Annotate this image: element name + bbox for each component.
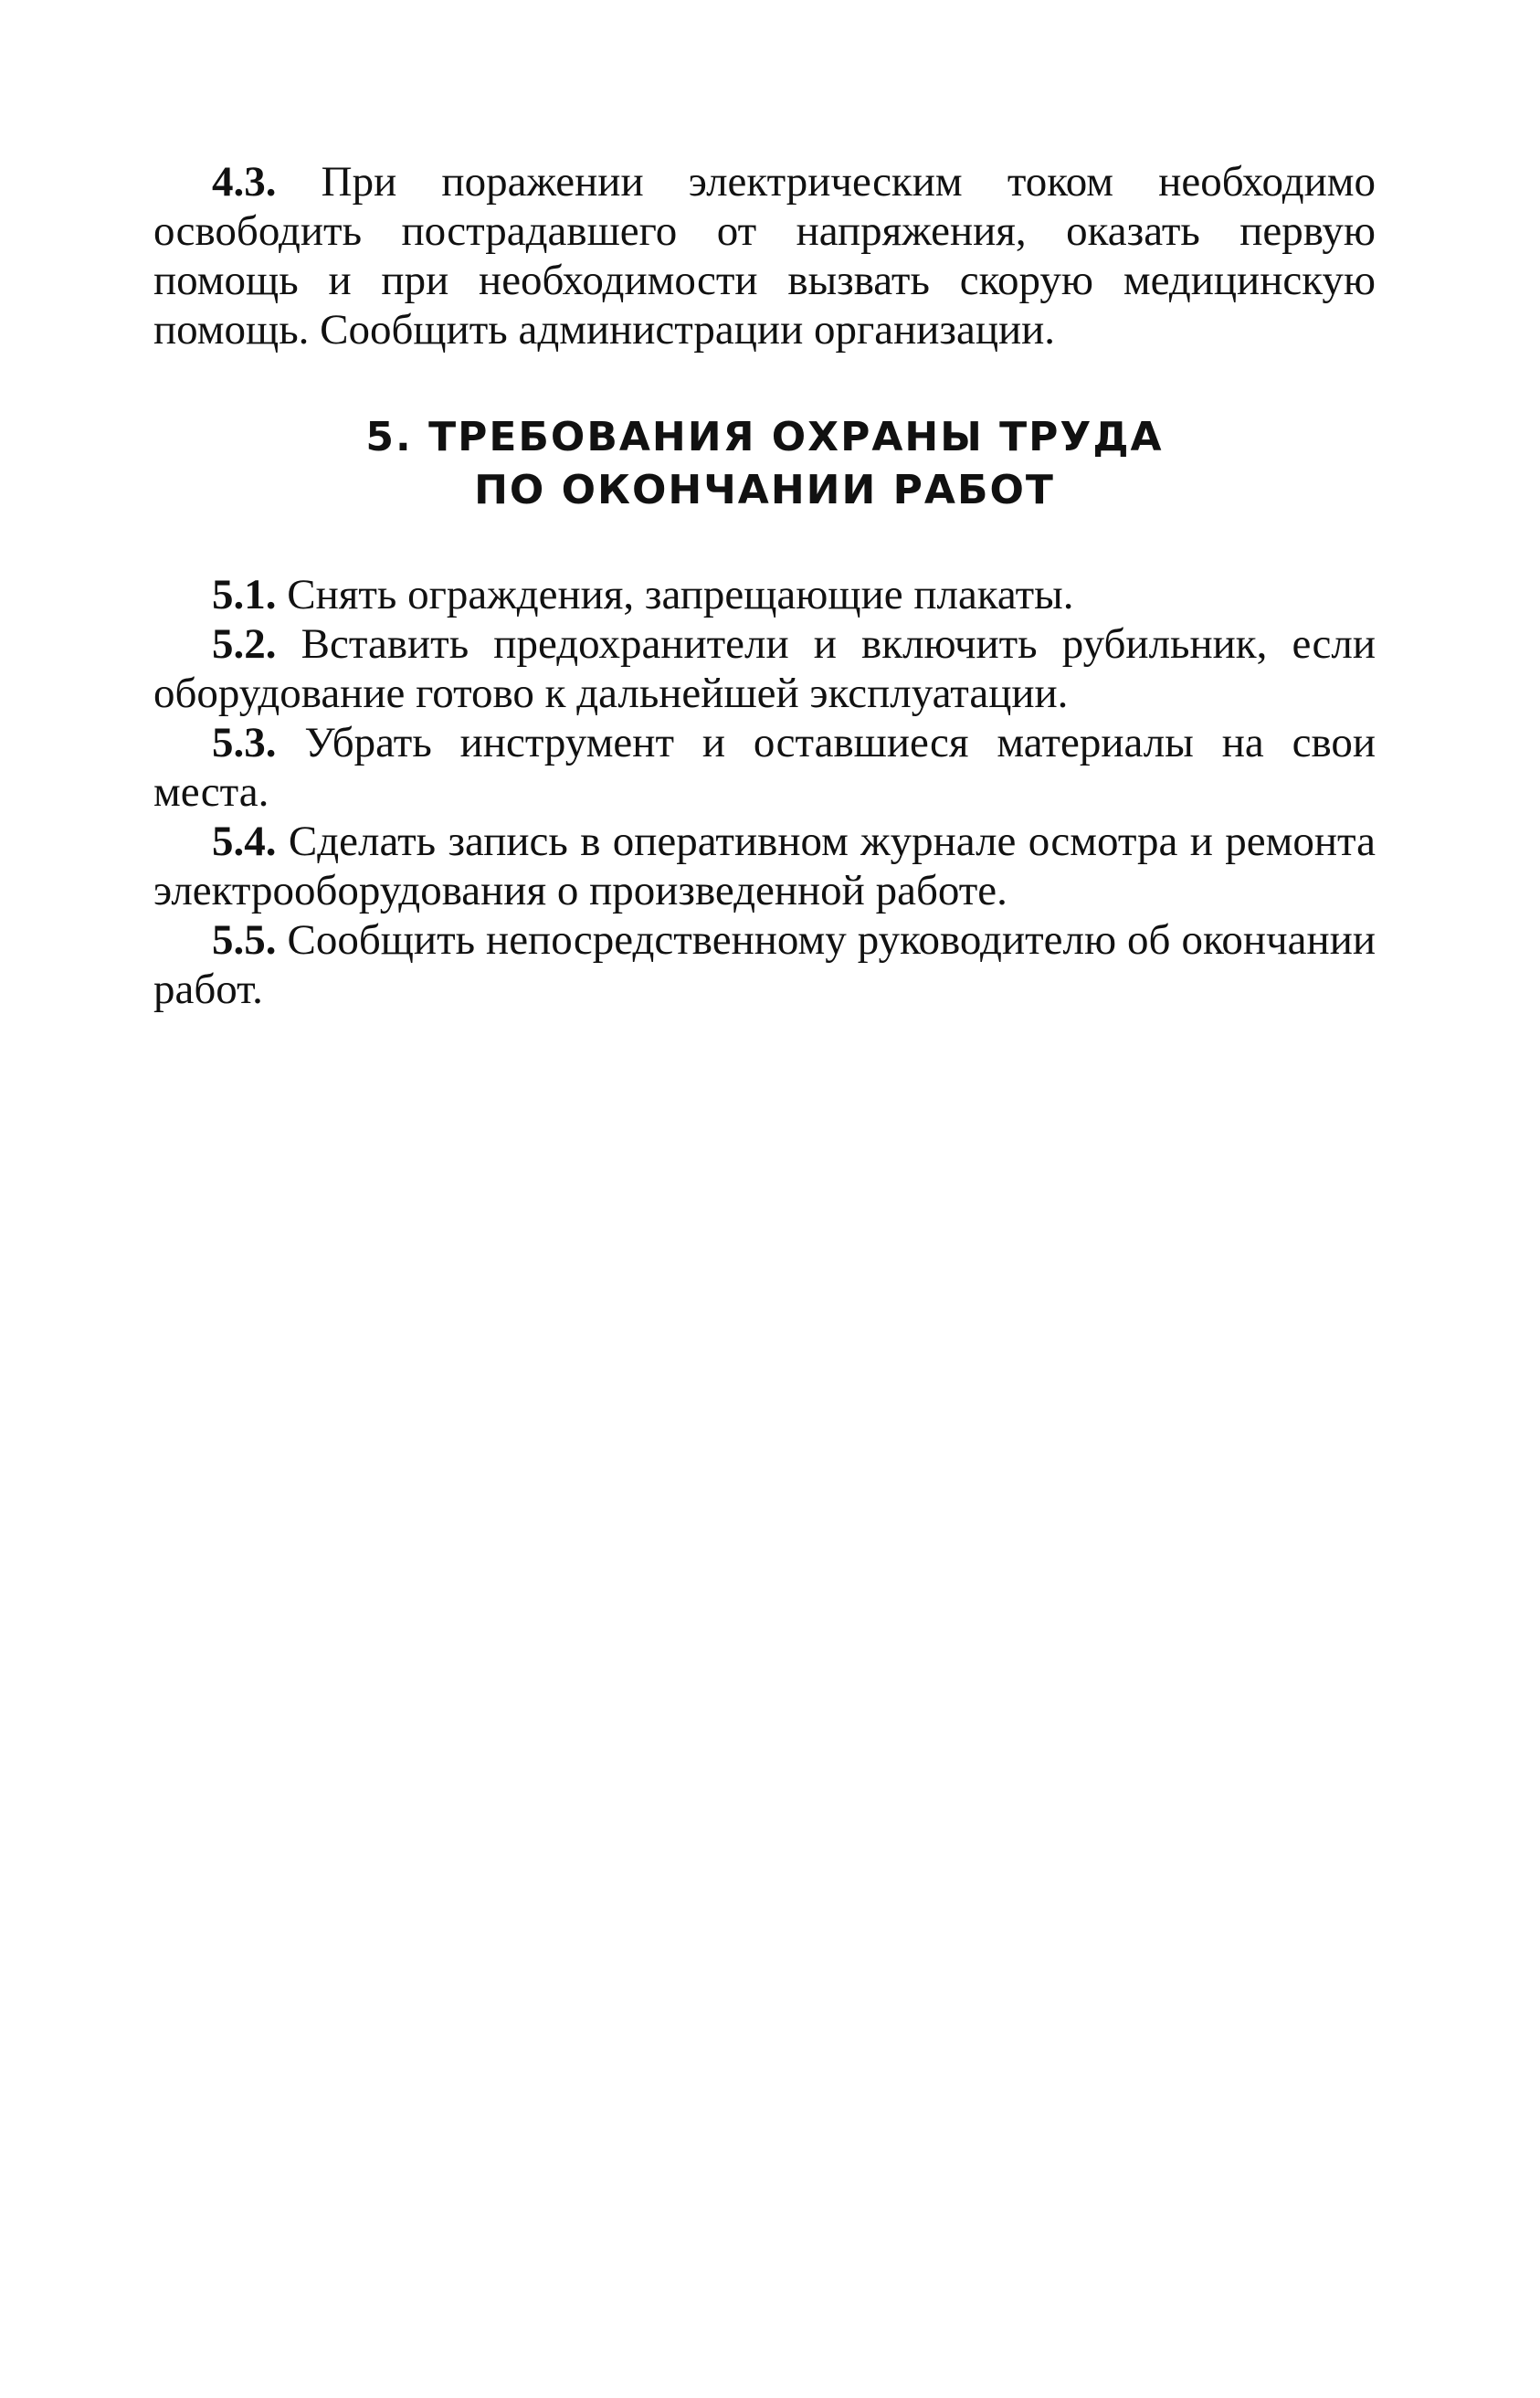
paragraph-number: 4.3. <box>212 158 277 206</box>
section-heading-line-2: ПО ОКОНЧАНИИ РАБОТ <box>474 467 1055 513</box>
paragraph-5-5 <box>153 915 1376 1014</box>
section-heading-line-1: 5. ТРЕБОВАНИЯ ОХРАНЫ ТРУДА <box>365 414 1164 460</box>
paragraph-5-4 <box>153 817 1376 915</box>
paragraph-number: 5.4. <box>212 818 277 865</box>
paragraph-5-2 <box>153 619 1376 718</box>
paragraph-5-1 <box>153 570 1376 619</box>
paragraph-text: Снять ограждения, запрещающие плакаты. <box>287 571 1074 618</box>
paragraph-text: Убрать инструмент и оставшиеся материалы на свои места. <box>153 719 1376 816</box>
paragraph-text: Сделать запись в оперативном журнале осмотра и ремонта электрооборудования о произведенной работе. <box>153 818 1377 914</box>
paragraph-number: 5.2. <box>212 620 277 668</box>
paragraph-5-3 <box>153 718 1376 817</box>
paragraph-number: 5.1. <box>212 571 277 618</box>
paragraph-text: При поражении электрическим током необходимо освободить пострадавшего от напряжения, оказать первую помощь и при необходимости вызвать скорую медицинскую помощь. Сообщить администрации организации. <box>153 158 1377 354</box>
document-page <box>153 157 1376 1014</box>
paragraph-number: 5.5. <box>212 916 277 964</box>
paragraph-4-3 <box>153 157 1376 354</box>
paragraph-number: 5.3. <box>212 719 277 766</box>
section-5-heading <box>153 411 1376 517</box>
paragraph-text: Сообщить непосредственному руководителю об окончании работ. <box>153 916 1377 1013</box>
paragraph-text: Вставить предохранители и включить рубильник, если оборудование готово к дальнейшей эксплуатации. <box>153 620 1377 717</box>
